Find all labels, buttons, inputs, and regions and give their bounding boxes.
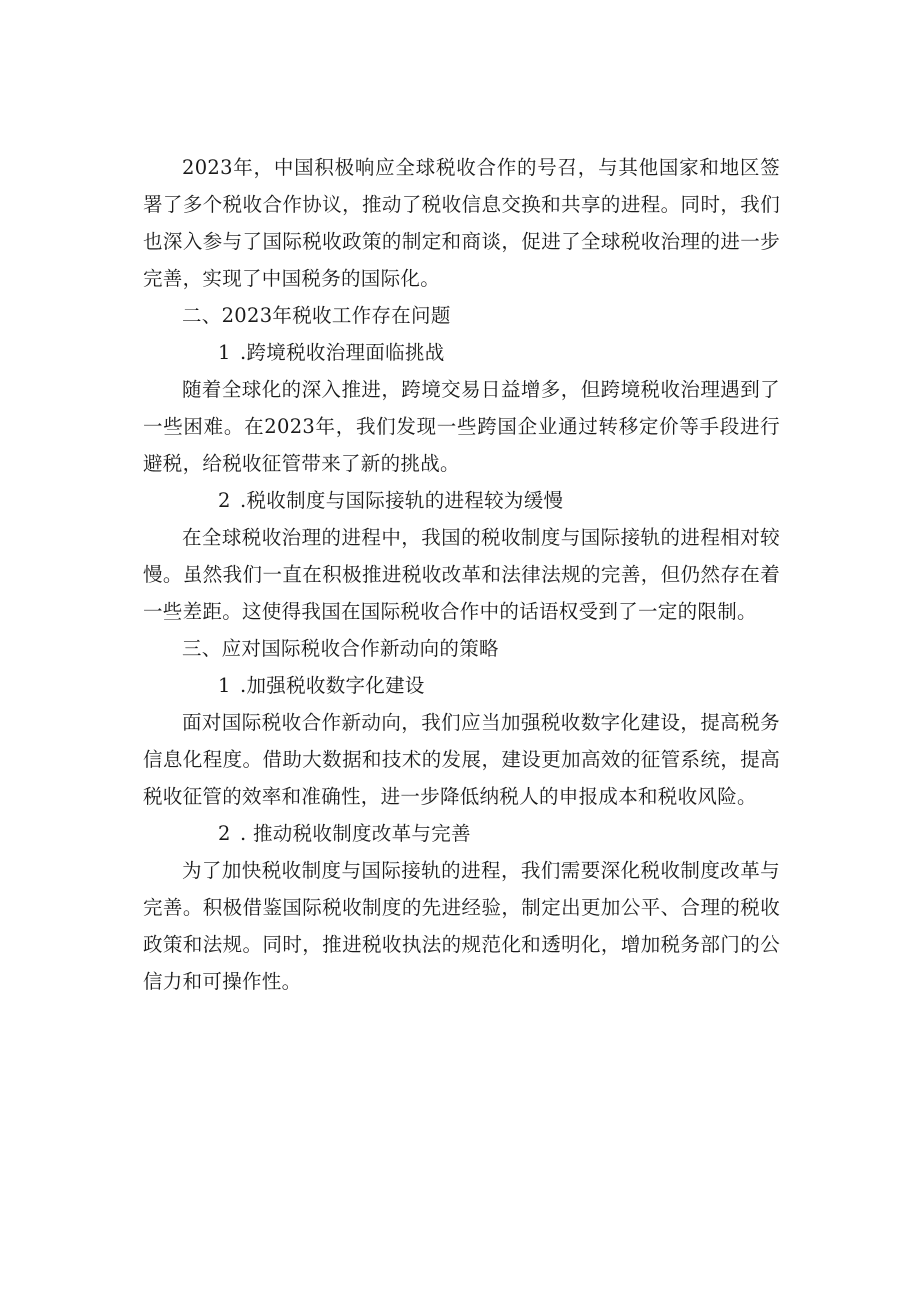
section-heading-problems: 二、2023年税收工作存在问题 [182, 304, 451, 327]
subheading-reform [143, 815, 780, 852]
subheading-slow-alignment [143, 482, 780, 519]
paragraph-slow-alignment: 在全球税收治理的进程中，我国的税收制度与国际接轨的进程相对较慢。虽然我们一直在积极推进税收改革和法律法规的完善，但仍然存在着一些差距。这使得我国在国际税收合作中的话语权受到了一定的限制。 [143, 526, 780, 623]
paragraph-reform: 为了加快税收制度与国际接轨的进程，我们需要深化税收制度改革与完善。积极借鉴国际税收制度的先进经验，制定出更加公平、合理的税收政策和法规。同时，推进税收执法的规范化和透明化，增加税务部门的公信力和可操作性。 [143, 859, 780, 993]
subheading-cross-border [143, 334, 780, 371]
item-title: .税收制度与国际接轨的进程较为缓慢 [240, 489, 564, 512]
subheading-digitalization [143, 667, 780, 704]
item-number: 1 [218, 674, 231, 697]
item-title: .跨境税收治理面临挑战 [240, 341, 445, 364]
paragraph-cross-border: 随着全球化的深入推进，跨境交易日益增多，但跨境税收治理遇到了一些困难。在2023年，我们发现一些跨国企业通过转移定价等手段进行避税，给税收征管带来了新的挑战。 [143, 378, 780, 475]
item-title: .加强税收数字化建设 [240, 674, 425, 697]
document-body [143, 149, 780, 1000]
item-number: 2 [218, 822, 231, 845]
item-number: 2 [218, 489, 231, 512]
item-number: 1 [218, 341, 231, 364]
item-title: . 推动税收制度改革与完善 [240, 822, 471, 845]
paragraph-digitalization: 面对国际税收合作新动向，我们应当加强税收数字化建设，提高税务信息化程度。借助大数据和技术的发展，建设更加高效的征管系统，提高税收征管的效率和准确性，进一步降低纳税人的申报成本和税收风险。 [143, 711, 780, 808]
paragraph-intl-cooperation: 2023年，中国积极响应全球税收合作的号召，与其他国家和地区签署了多个税收合作协议，推动了税收信息交换和共享的进程。同时，我们也深入参与了国际税收政策的制定和商谈，促进了全球税收治理的进一步完善，实现了中国税务的国际化。 [143, 156, 780, 290]
section-heading-strategies: 三、应对国际税收合作新动向的策略 [182, 637, 499, 660]
